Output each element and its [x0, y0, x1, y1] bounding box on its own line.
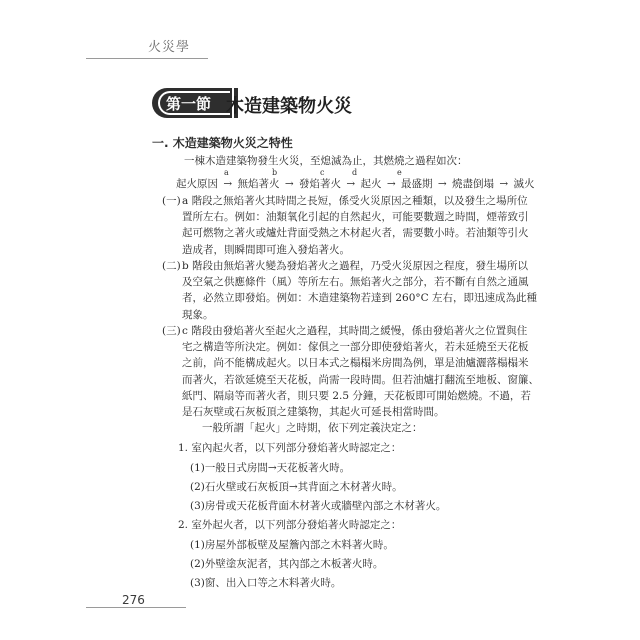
process-sequence — [176, 176, 537, 191]
text-line: 宅之構造等所決定。例如：傢俱之一部分即使發焰著火，若未延燒至天花板 — [182, 341, 529, 354]
sequence-letter: b — [272, 168, 278, 177]
text-line: 置所左右。例如：油類氧化引起的自然起火，可能要數週之時間，煙蒂致引 — [182, 211, 529, 224]
arrow: → — [284, 178, 294, 190]
item-label: (一) — [162, 195, 181, 207]
arrow: → — [386, 178, 396, 190]
sequence-letter: d — [352, 168, 358, 177]
indoor-heading: 1. 室內起火者，以下列部分發焰著火時認定之： — [178, 442, 402, 454]
item-body — [182, 258, 537, 323]
text-line: 是石灰壁或石灰板頂之建築物，其起火可延長相當時間。 — [182, 406, 445, 419]
text-line: 造成者，則瞬間即可進入發焰著火。 — [182, 243, 350, 256]
outdoor-item: (3)窗、出入口等之木料著火時。 — [190, 577, 342, 589]
outdoor-item: (1)房屋外部板壁及屋簷內部之木料著火時。 — [190, 539, 394, 551]
page-number: 276 — [122, 593, 145, 607]
sequence-step: 最盛期 — [401, 178, 433, 190]
sequence-letter: c — [320, 168, 325, 177]
sequence-step: 燒盡倒塌 — [452, 178, 494, 190]
item-label: (二) — [162, 260, 181, 272]
arrow: → — [223, 178, 233, 190]
sequence-letter: a — [224, 168, 229, 177]
sequence-step: 起火原因 — [176, 178, 218, 190]
indoor-item: (1)一般日式房間→天花板著火時。 — [190, 462, 351, 474]
sequence-step: 發焰著火 — [299, 178, 341, 190]
text-line: 者，必然立即發焰。例如：木造建築物若達到 260°C 左右，即迅速成為此種 — [182, 292, 537, 305]
text-line: 而著火，若欲延燒至天花板，尚需一段時間。但若油爐打翻流至地板、窗簾、 — [182, 373, 539, 386]
definition-paragraph: 一般所謂「起火」之時期，依下列定義決定之： — [202, 422, 423, 434]
text-line: c 階段由發焰著火至起火之過程，其時間之緩慢，係由發焰著火之位置與住 — [182, 325, 528, 337]
text-line: 之前，尚不能構成起火。以日本式之榻榻米房間為例，單是油爐灑落榻榻米 — [182, 357, 529, 370]
item-body — [182, 193, 529, 258]
indoor-item: (2)石火壁或石灰板頂→其背面之木材著火時。 — [190, 481, 403, 493]
arrow: → — [346, 178, 356, 190]
text-line: b 階段由無焰著火變為發焰著火之過程，乃受火災原因之程度，發生場所以 — [182, 260, 529, 272]
footer-rule — [86, 607, 186, 608]
section-label: 第一節 — [166, 95, 212, 113]
arrow: → — [499, 178, 509, 190]
sequence-step: 起火 — [360, 178, 382, 190]
sequence-letter: e — [397, 168, 402, 177]
intro-text: 一棟木造建築物發生火災，至熄滅為止，其燃燒之過程如次： — [184, 155, 468, 167]
arrow: → — [437, 178, 447, 190]
running-head: 火災學 — [148, 40, 191, 55]
subheading: 一. 木造建築物火災之特性 — [152, 136, 293, 150]
text-line: 起可燃物之著火或爐灶背面受熱之木材起火者，需要數小時。若油類等引火 — [182, 227, 529, 240]
text-line: 紙門、隔扇等而著火者，則只要 2.5 分鐘，天花板即可開始燃燒。不過，若 — [182, 389, 531, 402]
outdoor-item: (2)外壁塗灰泥者，其內部之木板著火時。 — [190, 558, 384, 570]
text-line: 現象。 — [182, 308, 214, 321]
item-body — [182, 323, 539, 420]
item-label: (三) — [162, 325, 181, 337]
text-line: a 階段之無焰著火其時間之長短，係受火災原因之種類，以及發生之場所位 — [182, 195, 528, 207]
outdoor-heading: 2. 室外起火者，以下列部分發焰著火時認定之： — [178, 519, 402, 531]
indoor-item: (3)房骨或天花板背面木材著火或牆壁內部之木材著火。 — [190, 500, 447, 512]
sequence-step: 滅火 — [513, 178, 535, 190]
header-rule — [86, 58, 208, 59]
text-line: 及空氣之供應條件（風）等所左右。無焰著火之部分，若不斷有自然之通風 — [182, 276, 529, 289]
sequence-step: 無焰著火 — [237, 178, 280, 190]
section-title: 木造建築物火災 — [226, 96, 352, 117]
